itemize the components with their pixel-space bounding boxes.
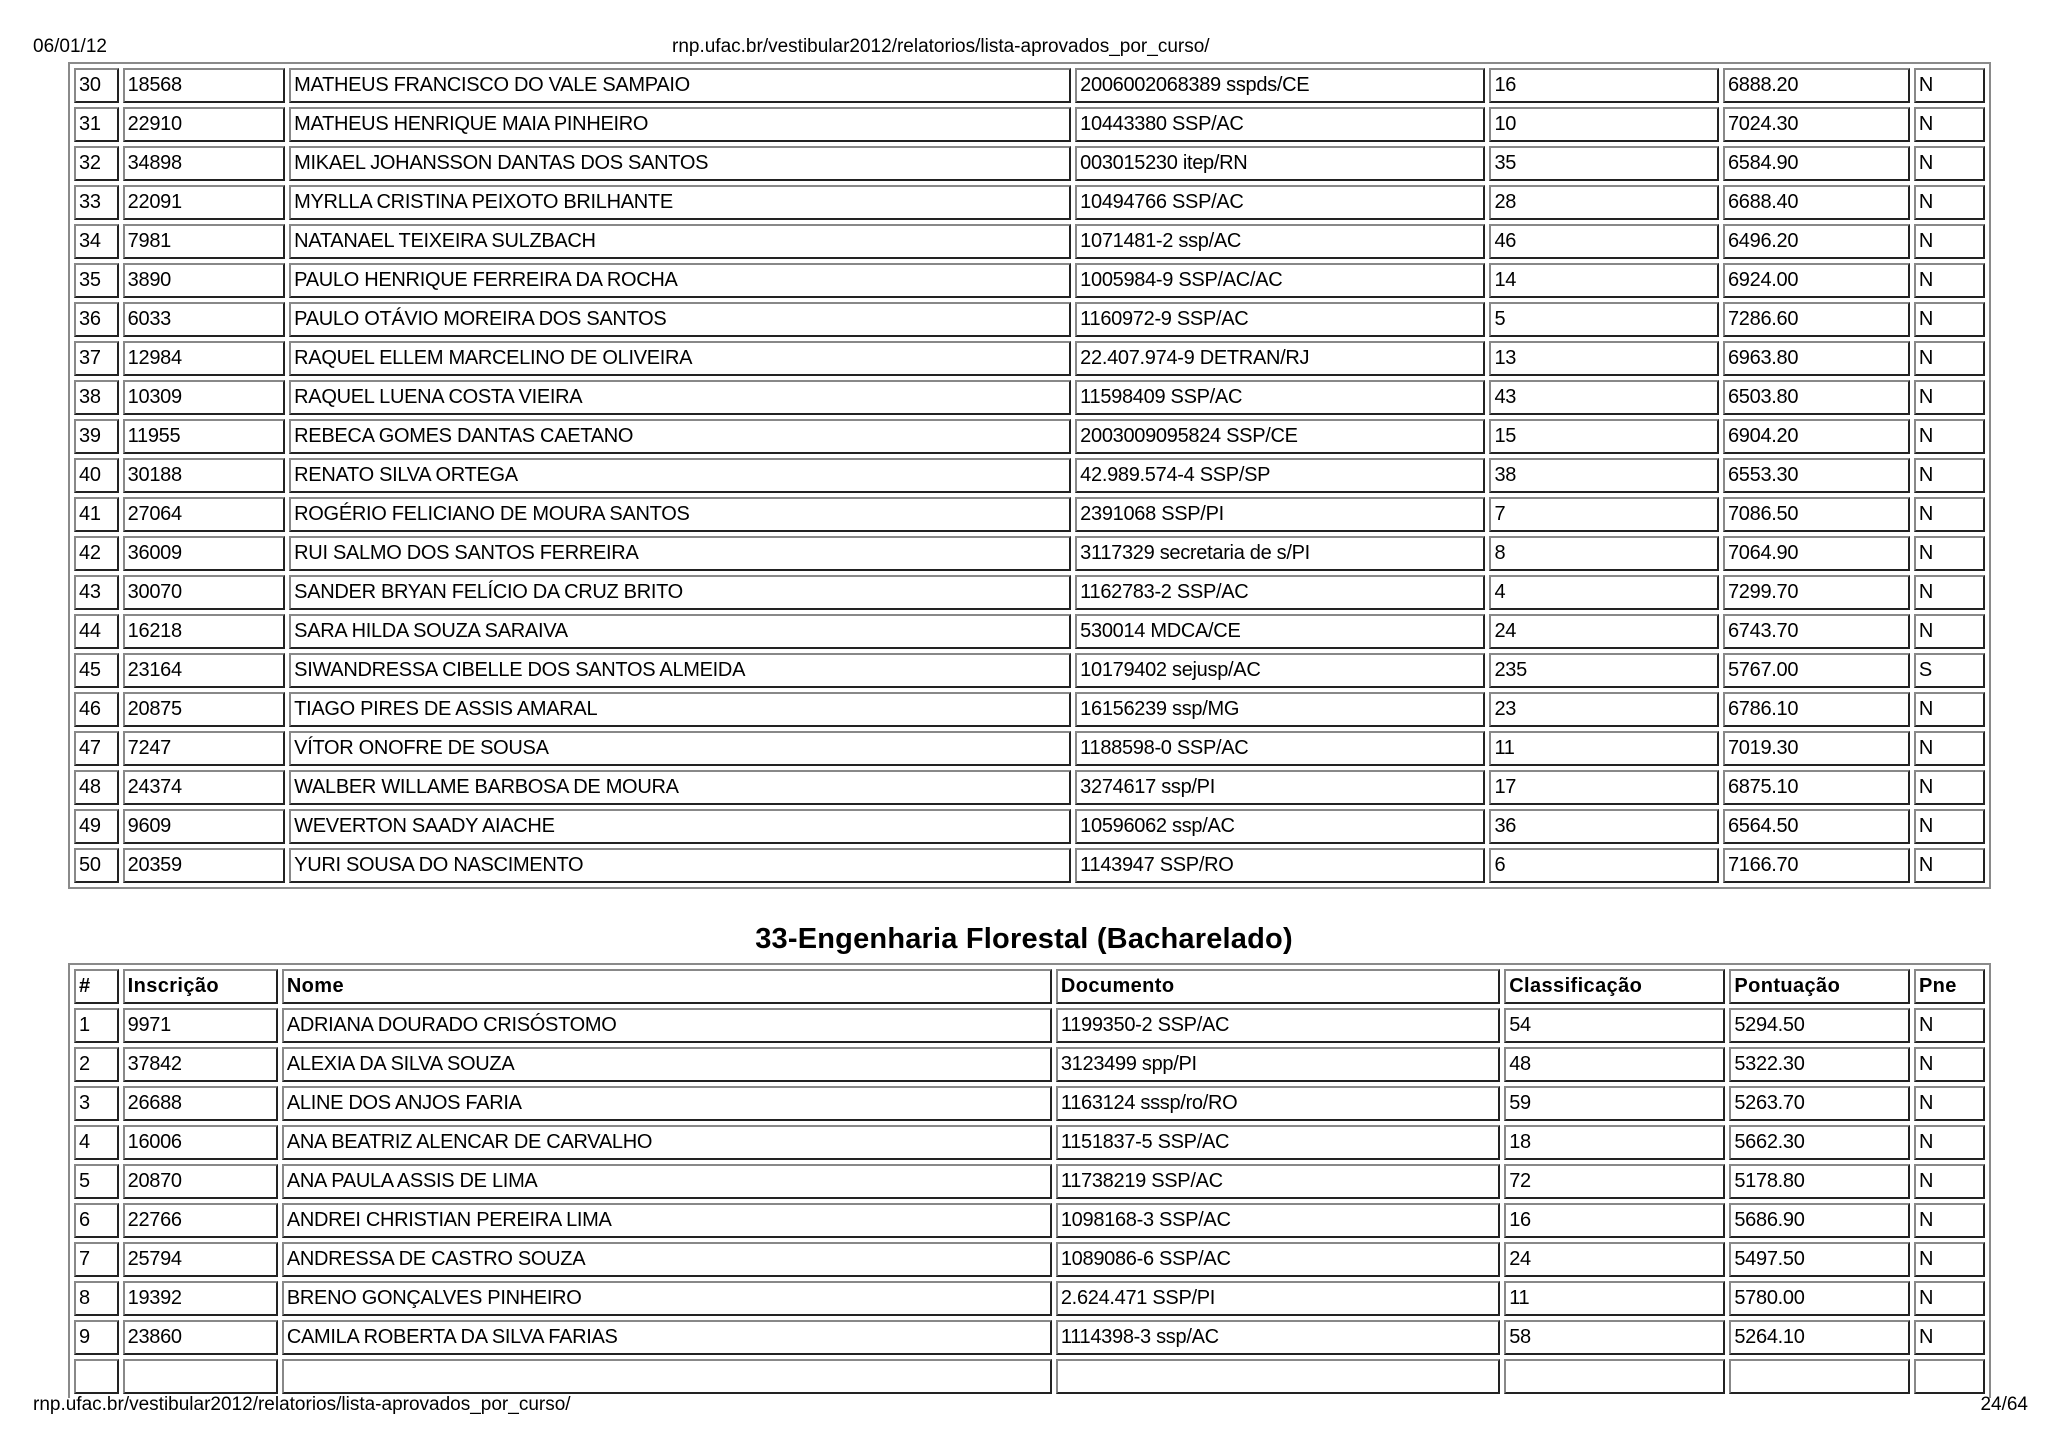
cell-nome: CAMILA ROBERTA DA SILVA FARIAS	[282, 1320, 1052, 1355]
cell-pontuacao: 6503.80	[1723, 380, 1910, 415]
cell-number: 48	[74, 770, 119, 805]
cell-classificacao: 16	[1504, 1203, 1725, 1238]
cell-pne: N	[1914, 341, 1985, 376]
cell-documento: 1005984-9 SSP/AC/AC	[1075, 263, 1485, 298]
table-row	[74, 692, 1985, 727]
cell-number: 43	[74, 575, 119, 610]
cell-inscricao: 27064	[123, 497, 285, 532]
cell-nome: ROGÉRIO FELICIANO DE MOURA SANTOS	[289, 497, 1071, 532]
cell-inscricao: 11955	[123, 419, 285, 454]
cell-nome: ALEXIA DA SILVA SOUZA	[282, 1047, 1052, 1082]
cell-inscricao: 9971	[123, 1008, 278, 1043]
cell-pne: N	[1914, 1086, 1985, 1121]
cell-classificacao: 35	[1489, 146, 1719, 181]
cell-number: 2	[74, 1047, 119, 1082]
cell-pontuacao: 7019.30	[1723, 731, 1910, 766]
cell-number: 4	[74, 1125, 119, 1160]
cell-pne: S	[1914, 653, 1985, 688]
cell-inscricao: 19392	[123, 1281, 278, 1316]
cell-number: 38	[74, 380, 119, 415]
cell-number: 35	[74, 263, 119, 298]
cell-pne: N	[1914, 1203, 1985, 1238]
cell-classificacao: 17	[1489, 770, 1719, 805]
cell-number: 47	[74, 731, 119, 766]
cell-classificacao: 11	[1489, 731, 1719, 766]
cell-pne: N	[1914, 575, 1985, 610]
cell-nome: ANA PAULA ASSIS DE LIMA	[282, 1164, 1052, 1199]
cell-pontuacao: 6496.20	[1723, 224, 1910, 259]
cell-pontuacao: 6564.50	[1723, 809, 1910, 844]
cell-inscricao: 18568	[123, 68, 285, 103]
cell-number: 30	[74, 68, 119, 103]
cell-documento: 530014 MDCA/CE	[1075, 614, 1485, 649]
table-row	[74, 1203, 1985, 1238]
cell-nome: ADRIANA DOURADO CRISÓSTOMO	[282, 1008, 1052, 1043]
table-row	[74, 68, 1985, 103]
col-header-classificacao: Classificação	[1504, 969, 1725, 1004]
cell-pne: N	[1914, 770, 1985, 805]
cell-pontuacao: 5264.10	[1729, 1320, 1910, 1355]
table1-body	[74, 68, 1985, 883]
table-cell	[282, 1359, 1052, 1394]
cell-classificacao: 28	[1489, 185, 1719, 220]
cell-number: 40	[74, 458, 119, 493]
cell-number: 39	[74, 419, 119, 454]
cell-nome: PAULO HENRIQUE FERREIRA DA ROCHA	[289, 263, 1071, 298]
cell-classificacao: 58	[1504, 1320, 1725, 1355]
cell-number: 33	[74, 185, 119, 220]
cell-number: 8	[74, 1281, 119, 1316]
cell-inscricao: 3890	[123, 263, 285, 298]
cell-documento: 10596062 ssp/AC	[1075, 809, 1485, 844]
cell-pne: N	[1914, 1008, 1985, 1043]
cell-number: 34	[74, 224, 119, 259]
cell-pne: N	[1914, 1047, 1985, 1082]
cell-documento: 10179402 sejusp/AC	[1075, 653, 1485, 688]
table-cell	[1504, 1359, 1725, 1394]
cell-nome: NATANAEL TEIXEIRA SULZBACH	[289, 224, 1071, 259]
cell-inscricao: 9609	[123, 809, 285, 844]
table-row	[74, 419, 1985, 454]
cell-classificacao: 54	[1504, 1008, 1725, 1043]
table-cell	[1056, 1359, 1500, 1394]
cell-documento: 3117329 secretaria de s/PI	[1075, 536, 1485, 571]
cell-documento: 42.989.574-4 SSP/SP	[1075, 458, 1485, 493]
print-url-header: rnp.ufac.br/vestibular2012/relatorios/lista-aprovados_por_curso/	[672, 36, 1210, 57]
cell-classificacao: 43	[1489, 380, 1719, 415]
col-header-pontuacao: Pontuação	[1729, 969, 1910, 1004]
cell-inscricao: 22910	[123, 107, 285, 142]
cell-classificacao: 36	[1489, 809, 1719, 844]
cell-pontuacao: 5686.90	[1729, 1203, 1910, 1238]
cell-pne: N	[1914, 224, 1985, 259]
cell-inscricao: 7247	[123, 731, 285, 766]
cell-number: 32	[74, 146, 119, 181]
cell-pne: N	[1914, 419, 1985, 454]
table-row	[74, 1047, 1985, 1082]
cell-classificacao: 59	[1504, 1086, 1725, 1121]
cell-inscricao: 24374	[123, 770, 285, 805]
cell-documento: 3274617 ssp/PI	[1075, 770, 1485, 805]
cell-inscricao: 20875	[123, 692, 285, 727]
table-row	[74, 1281, 1985, 1316]
cell-pontuacao: 7064.90	[1723, 536, 1910, 571]
cell-pontuacao: 5767.00	[1723, 653, 1910, 688]
col-header-inscricao: Inscrição	[123, 969, 278, 1004]
cell-documento: 11598409 SSP/AC	[1075, 380, 1485, 415]
cell-inscricao: 16006	[123, 1125, 278, 1160]
cell-classificacao: 235	[1489, 653, 1719, 688]
cell-documento: 2391068 SSP/PI	[1075, 497, 1485, 532]
table-row	[74, 1086, 1985, 1121]
cell-inscricao: 37842	[123, 1047, 278, 1082]
cell-pontuacao: 5780.00	[1729, 1281, 1910, 1316]
table-row	[74, 458, 1985, 493]
cell-classificacao: 11	[1504, 1281, 1725, 1316]
approved-list-table-continued	[68, 62, 1991, 889]
cell-classificacao: 8	[1489, 536, 1719, 571]
cell-classificacao: 15	[1489, 419, 1719, 454]
table-row	[74, 848, 1985, 883]
table-row	[74, 653, 1985, 688]
cell-pontuacao: 7166.70	[1723, 848, 1910, 883]
cell-inscricao: 30070	[123, 575, 285, 610]
cell-nome: WEVERTON SAADY AIACHE	[289, 809, 1071, 844]
cell-documento: 2006002068389 sspds/CE	[1075, 68, 1485, 103]
cell-documento: 1143947 SSP/RO	[1075, 848, 1485, 883]
cell-classificacao: 7	[1489, 497, 1719, 532]
cell-pne: N	[1914, 1320, 1985, 1355]
cell-nome: RENATO SILVA ORTEGA	[289, 458, 1071, 493]
cell-pontuacao: 5662.30	[1729, 1125, 1910, 1160]
cell-documento: 1199350-2 SSP/AC	[1056, 1008, 1500, 1043]
cell-pne: N	[1914, 107, 1985, 142]
cell-pne: N	[1914, 458, 1985, 493]
cell-classificacao: 24	[1489, 614, 1719, 649]
table-row	[74, 536, 1985, 571]
cell-pontuacao: 5497.50	[1729, 1242, 1910, 1277]
cell-classificacao: 48	[1504, 1047, 1725, 1082]
print-date: 06/01/12	[33, 36, 107, 57]
cell-nome: REBECA GOMES DANTAS CAETANO	[289, 419, 1071, 454]
cell-documento: 1162783-2 SSP/AC	[1075, 575, 1485, 610]
cell-nome: MIKAEL JOHANSSON DANTAS DOS SANTOS	[289, 146, 1071, 181]
cell-inscricao: 23860	[123, 1320, 278, 1355]
cell-nome: MATHEUS FRANCISCO DO VALE SAMPAIO	[289, 68, 1071, 103]
cell-pne: N	[1914, 1164, 1985, 1199]
table2-body	[74, 1008, 1985, 1355]
table-row	[74, 302, 1985, 337]
cell-number: 49	[74, 809, 119, 844]
cell-classificacao: 5	[1489, 302, 1719, 337]
cell-inscricao: 36009	[123, 536, 285, 571]
cell-pne: N	[1914, 848, 1985, 883]
table-header-row	[74, 969, 1985, 1004]
table-row	[74, 1008, 1985, 1043]
col-header-pne: Pne	[1914, 969, 1985, 1004]
approved-list-table-engenharia-florestal	[68, 963, 1991, 1398]
cell-nome: MYRLLA CRISTINA PEIXOTO BRILHANTE	[289, 185, 1071, 220]
cell-nome: SANDER BRYAN FELÍCIO DA CRUZ BRITO	[289, 575, 1071, 610]
cell-inscricao: 22766	[123, 1203, 278, 1238]
cell-documento: 1071481-2 ssp/AC	[1075, 224, 1485, 259]
cell-pontuacao: 6963.80	[1723, 341, 1910, 376]
table-row	[74, 1320, 1985, 1355]
cell-pontuacao: 6924.00	[1723, 263, 1910, 298]
cell-number: 5	[74, 1164, 119, 1199]
cell-inscricao: 20359	[123, 848, 285, 883]
cell-nome: SARA HILDA SOUZA SARAIVA	[289, 614, 1071, 649]
cell-pontuacao: 5322.30	[1729, 1047, 1910, 1082]
cell-pne: N	[1914, 1281, 1985, 1316]
table-row	[74, 1242, 1985, 1277]
table-row	[74, 1125, 1985, 1160]
cell-number: 37	[74, 341, 119, 376]
cell-classificacao: 46	[1489, 224, 1719, 259]
cell-nome: ALINE DOS ANJOS FARIA	[282, 1086, 1052, 1121]
cell-nome: SIWANDRESSA CIBELLE DOS SANTOS ALMEIDA	[289, 653, 1071, 688]
col-header-number: #	[74, 969, 119, 1004]
cell-pontuacao: 5263.70	[1729, 1086, 1910, 1121]
cell-documento: 2.624.471 SSP/PI	[1056, 1281, 1500, 1316]
cell-number: 45	[74, 653, 119, 688]
table-row	[74, 185, 1985, 220]
table-cell	[1729, 1359, 1910, 1394]
col-header-documento: Documento	[1056, 969, 1500, 1004]
cell-classificacao: 10	[1489, 107, 1719, 142]
cell-classificacao: 24	[1504, 1242, 1725, 1277]
cell-inscricao: 34898	[123, 146, 285, 181]
table-row	[74, 224, 1985, 259]
cell-documento: 1163124 sssp/ro/RO	[1056, 1086, 1500, 1121]
table-row	[74, 497, 1985, 532]
cell-nome: ANDREI CHRISTIAN PEREIRA LIMA	[282, 1203, 1052, 1238]
cell-pne: N	[1914, 497, 1985, 532]
cell-inscricao: 26688	[123, 1086, 278, 1121]
cell-inscricao: 20870	[123, 1164, 278, 1199]
cell-documento: 2003009095824 SSP/CE	[1075, 419, 1485, 454]
cell-classificacao: 14	[1489, 263, 1719, 298]
cell-documento: 10443380 SSP/AC	[1075, 107, 1485, 142]
table-cell	[74, 1359, 119, 1394]
table-row	[74, 341, 1985, 376]
cell-documento: 1089086-6 SSP/AC	[1056, 1242, 1500, 1277]
cell-number: 41	[74, 497, 119, 532]
cell-classificacao: 4	[1489, 575, 1719, 610]
table-row	[74, 380, 1985, 415]
cell-number: 31	[74, 107, 119, 142]
cell-pne: N	[1914, 68, 1985, 103]
cell-pontuacao: 6553.30	[1723, 458, 1910, 493]
cell-nome: YURI SOUSA DO NASCIMENTO	[289, 848, 1071, 883]
cell-number: 1	[74, 1008, 119, 1043]
cell-nome: RAQUEL LUENA COSTA VIEIRA	[289, 380, 1071, 415]
cell-pontuacao: 6875.10	[1723, 770, 1910, 805]
cell-number: 9	[74, 1320, 119, 1355]
table-row	[74, 146, 1985, 181]
cell-pontuacao: 6584.90	[1723, 146, 1910, 181]
cell-number: 6	[74, 1203, 119, 1238]
cell-documento: 10494766 SSP/AC	[1075, 185, 1485, 220]
cell-documento: 1114398-3 ssp/AC	[1056, 1320, 1500, 1355]
table-row	[74, 731, 1985, 766]
cell-classificacao: 6	[1489, 848, 1719, 883]
cell-pontuacao: 5294.50	[1729, 1008, 1910, 1043]
cell-nome: MATHEUS HENRIQUE MAIA PINHEIRO	[289, 107, 1071, 142]
table-cell	[123, 1359, 278, 1394]
cell-number: 3	[74, 1086, 119, 1121]
table-row	[74, 263, 1985, 298]
cell-number: 50	[74, 848, 119, 883]
table-row	[74, 614, 1985, 649]
cell-documento: 22.407.974-9 DETRAN/RJ	[1075, 341, 1485, 376]
cell-nome: VÍTOR ONOFRE DE SOUSA	[289, 731, 1071, 766]
cell-inscricao: 30188	[123, 458, 285, 493]
cell-classificacao: 38	[1489, 458, 1719, 493]
cell-documento: 1098168-3 SSP/AC	[1056, 1203, 1500, 1238]
cell-pne: N	[1914, 536, 1985, 571]
table-cell	[1914, 1359, 1985, 1394]
cell-nome: ANDRESSA DE CASTRO SOUZA	[282, 1242, 1052, 1277]
cell-nome: RUI SALMO DOS SANTOS FERREIRA	[289, 536, 1071, 571]
cell-number: 44	[74, 614, 119, 649]
cell-inscricao: 6033	[123, 302, 285, 337]
cell-pontuacao: 7299.70	[1723, 575, 1910, 610]
cell-number: 46	[74, 692, 119, 727]
cell-documento: 16156239 ssp/MG	[1075, 692, 1485, 727]
cell-pontuacao: 6688.40	[1723, 185, 1910, 220]
cell-number: 7	[74, 1242, 119, 1277]
cell-documento: 1151837-5 SSP/AC	[1056, 1125, 1500, 1160]
cell-documento: 003015230 itep/RN	[1075, 146, 1485, 181]
cell-pontuacao: 7286.60	[1723, 302, 1910, 337]
cell-pne: N	[1914, 146, 1985, 181]
table-row	[74, 575, 1985, 610]
cell-pontuacao: 6888.20	[1723, 68, 1910, 103]
cell-documento: 1160972-9 SSP/AC	[1075, 302, 1485, 337]
cell-nome: ANA BEATRIZ ALENCAR DE CARVALHO	[282, 1125, 1052, 1160]
cell-nome: WALBER WILLAME BARBOSA DE MOURA	[289, 770, 1071, 805]
cell-pne: N	[1914, 1242, 1985, 1277]
col-header-nome: Nome	[282, 969, 1052, 1004]
cell-inscricao: 16218	[123, 614, 285, 649]
table-row	[74, 1164, 1985, 1199]
cell-pne: N	[1914, 614, 1985, 649]
cell-inscricao: 25794	[123, 1242, 278, 1277]
cell-inscricao: 12984	[123, 341, 285, 376]
cell-nome: PAULO OTÁVIO MOREIRA DOS SANTOS	[289, 302, 1071, 337]
cell-classificacao: 18	[1504, 1125, 1725, 1160]
cell-pne: N	[1914, 692, 1985, 727]
page-number: 24/64	[1980, 1394, 2028, 1415]
cell-documento: 1188598-0 SSP/AC	[1075, 731, 1485, 766]
cell-pontuacao: 5178.80	[1729, 1164, 1910, 1199]
cell-inscricao: 10309	[123, 380, 285, 415]
cell-classificacao: 16	[1489, 68, 1719, 103]
cell-classificacao: 72	[1504, 1164, 1725, 1199]
table-row	[74, 107, 1985, 142]
cell-pne: N	[1914, 1125, 1985, 1160]
cell-inscricao: 7981	[123, 224, 285, 259]
cell-pontuacao: 6743.70	[1723, 614, 1910, 649]
table-row	[74, 770, 1985, 805]
cell-nome: BRENO GONÇALVES PINHEIRO	[282, 1281, 1052, 1316]
cell-nome: RAQUEL ELLEM MARCELINO DE OLIVEIRA	[289, 341, 1071, 376]
cell-inscricao: 23164	[123, 653, 285, 688]
cell-pne: N	[1914, 302, 1985, 337]
cell-inscricao: 22091	[123, 185, 285, 220]
cell-pne: N	[1914, 263, 1985, 298]
cell-pne: N	[1914, 731, 1985, 766]
cell-classificacao: 23	[1489, 692, 1719, 727]
cell-classificacao: 13	[1489, 341, 1719, 376]
cell-documento: 3123499 spp/PI	[1056, 1047, 1500, 1082]
cell-documento: 11738219 SSP/AC	[1056, 1164, 1500, 1199]
cell-pontuacao: 7086.50	[1723, 497, 1910, 532]
print-url-footer: rnp.ufac.br/vestibular2012/relatorios/lista-aprovados_por_curso/	[33, 1394, 571, 1415]
cell-pne: N	[1914, 185, 1985, 220]
cell-pontuacao: 6904.20	[1723, 419, 1910, 454]
table-row	[74, 809, 1985, 844]
cell-pontuacao: 7024.30	[1723, 107, 1910, 142]
table-row-partial	[74, 1359, 1985, 1394]
cell-number: 36	[74, 302, 119, 337]
cell-nome: TIAGO PIRES DE ASSIS AMARAL	[289, 692, 1071, 727]
cell-pontuacao: 6786.10	[1723, 692, 1910, 727]
cell-number: 42	[74, 536, 119, 571]
cell-pne: N	[1914, 380, 1985, 415]
cell-pne: N	[1914, 809, 1985, 844]
course-title: 33-Engenharia Florestal (Bacharelado)	[755, 923, 1293, 955]
